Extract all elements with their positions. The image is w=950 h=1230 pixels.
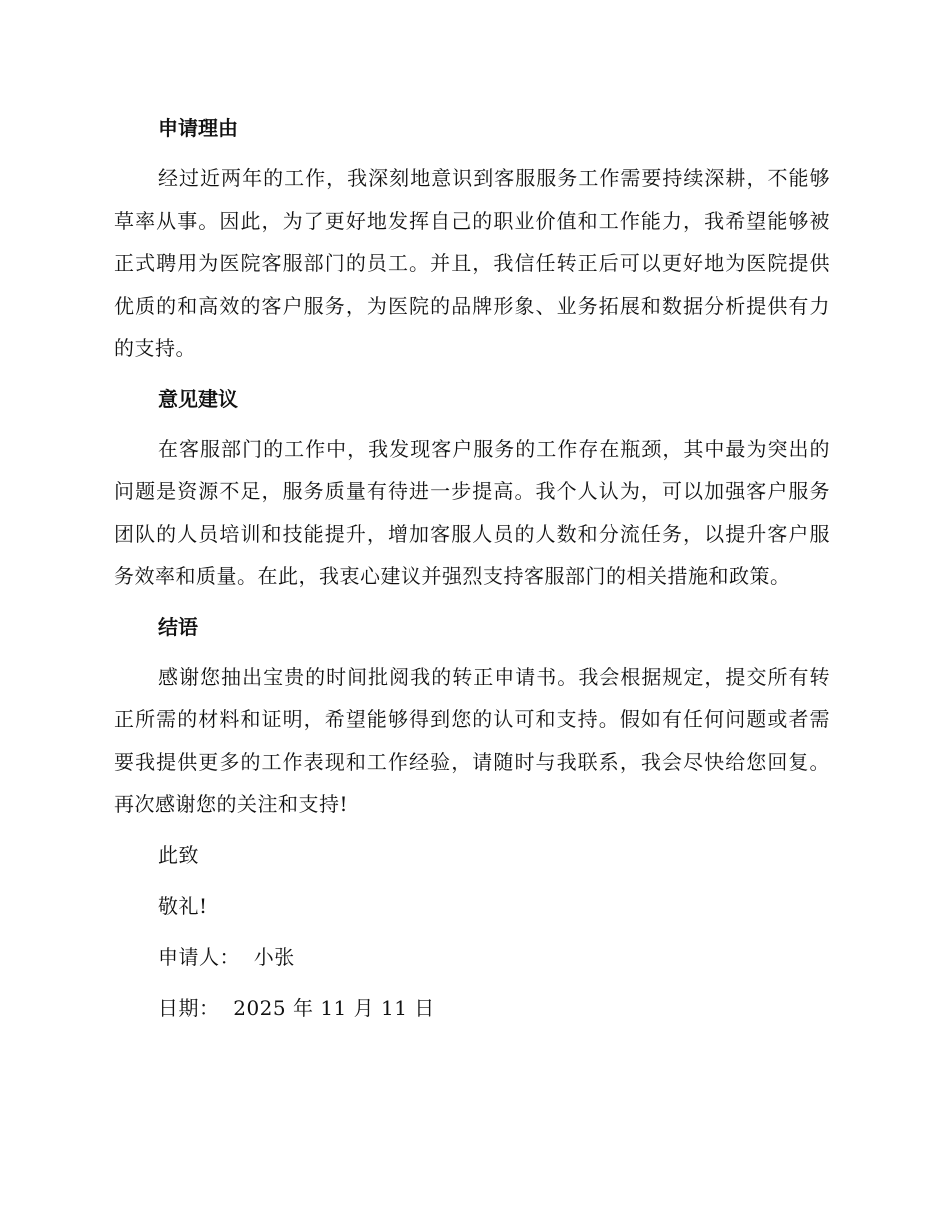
section-body-conclusion: 感谢您抽出宝贵的时间批阅我的转正申请书。我会根据规定，提交所有转正所需的材料和证明，希望能够得到您的认可和支持。假如有任何问题或者需要我提供更多的工作表现和工作经验，请随时与我联系，我会尽快给您回复。再次感谢您的关注和支持! [114, 664, 830, 816]
section-heading-suggestions: 意见建议 [158, 386, 238, 411]
closing-salutation-1: 此致 [158, 842, 199, 867]
applicant-line: 申请人： 小张 [158, 944, 295, 969]
section-body-suggestions: 在客服部门的工作中，我发现客户服务的工作存在瓶颈，其中最为突出的问题是资源不足，服务质量有待进一步提高。我个人认为，可以加强客户服务团队的人员培训和技能提升，增加客服人员的人数和分流任务，以提升客户服务效率和质量。在此，我衷心建议并强烈支持客服部门的相关措施和政策。 [114, 436, 830, 588]
document-content [114, 111, 830, 1042]
date-line: 日期： 2025 年 11 月 11 日 [158, 995, 435, 1020]
section-body-reason: 经过近两年的工作，我深刻地意识到客服服务工作需要持续深耕，不能够草率从事。因此，为了更好地发挥自己的职业价值和工作能力，我希望能够被正式聘用为医院客服部门的员工。并且，我信任转正后可以更好地为医院提供优质的和高效的客户服务，为医院的品牌形象、业务拓展和数据分析提供有力的支持。 [114, 166, 830, 360]
closing-salutation-2: 敬礼! [158, 893, 208, 918]
section-heading-conclusion: 结语 [158, 614, 198, 639]
section-heading-reason: 申请理由 [158, 116, 238, 140]
